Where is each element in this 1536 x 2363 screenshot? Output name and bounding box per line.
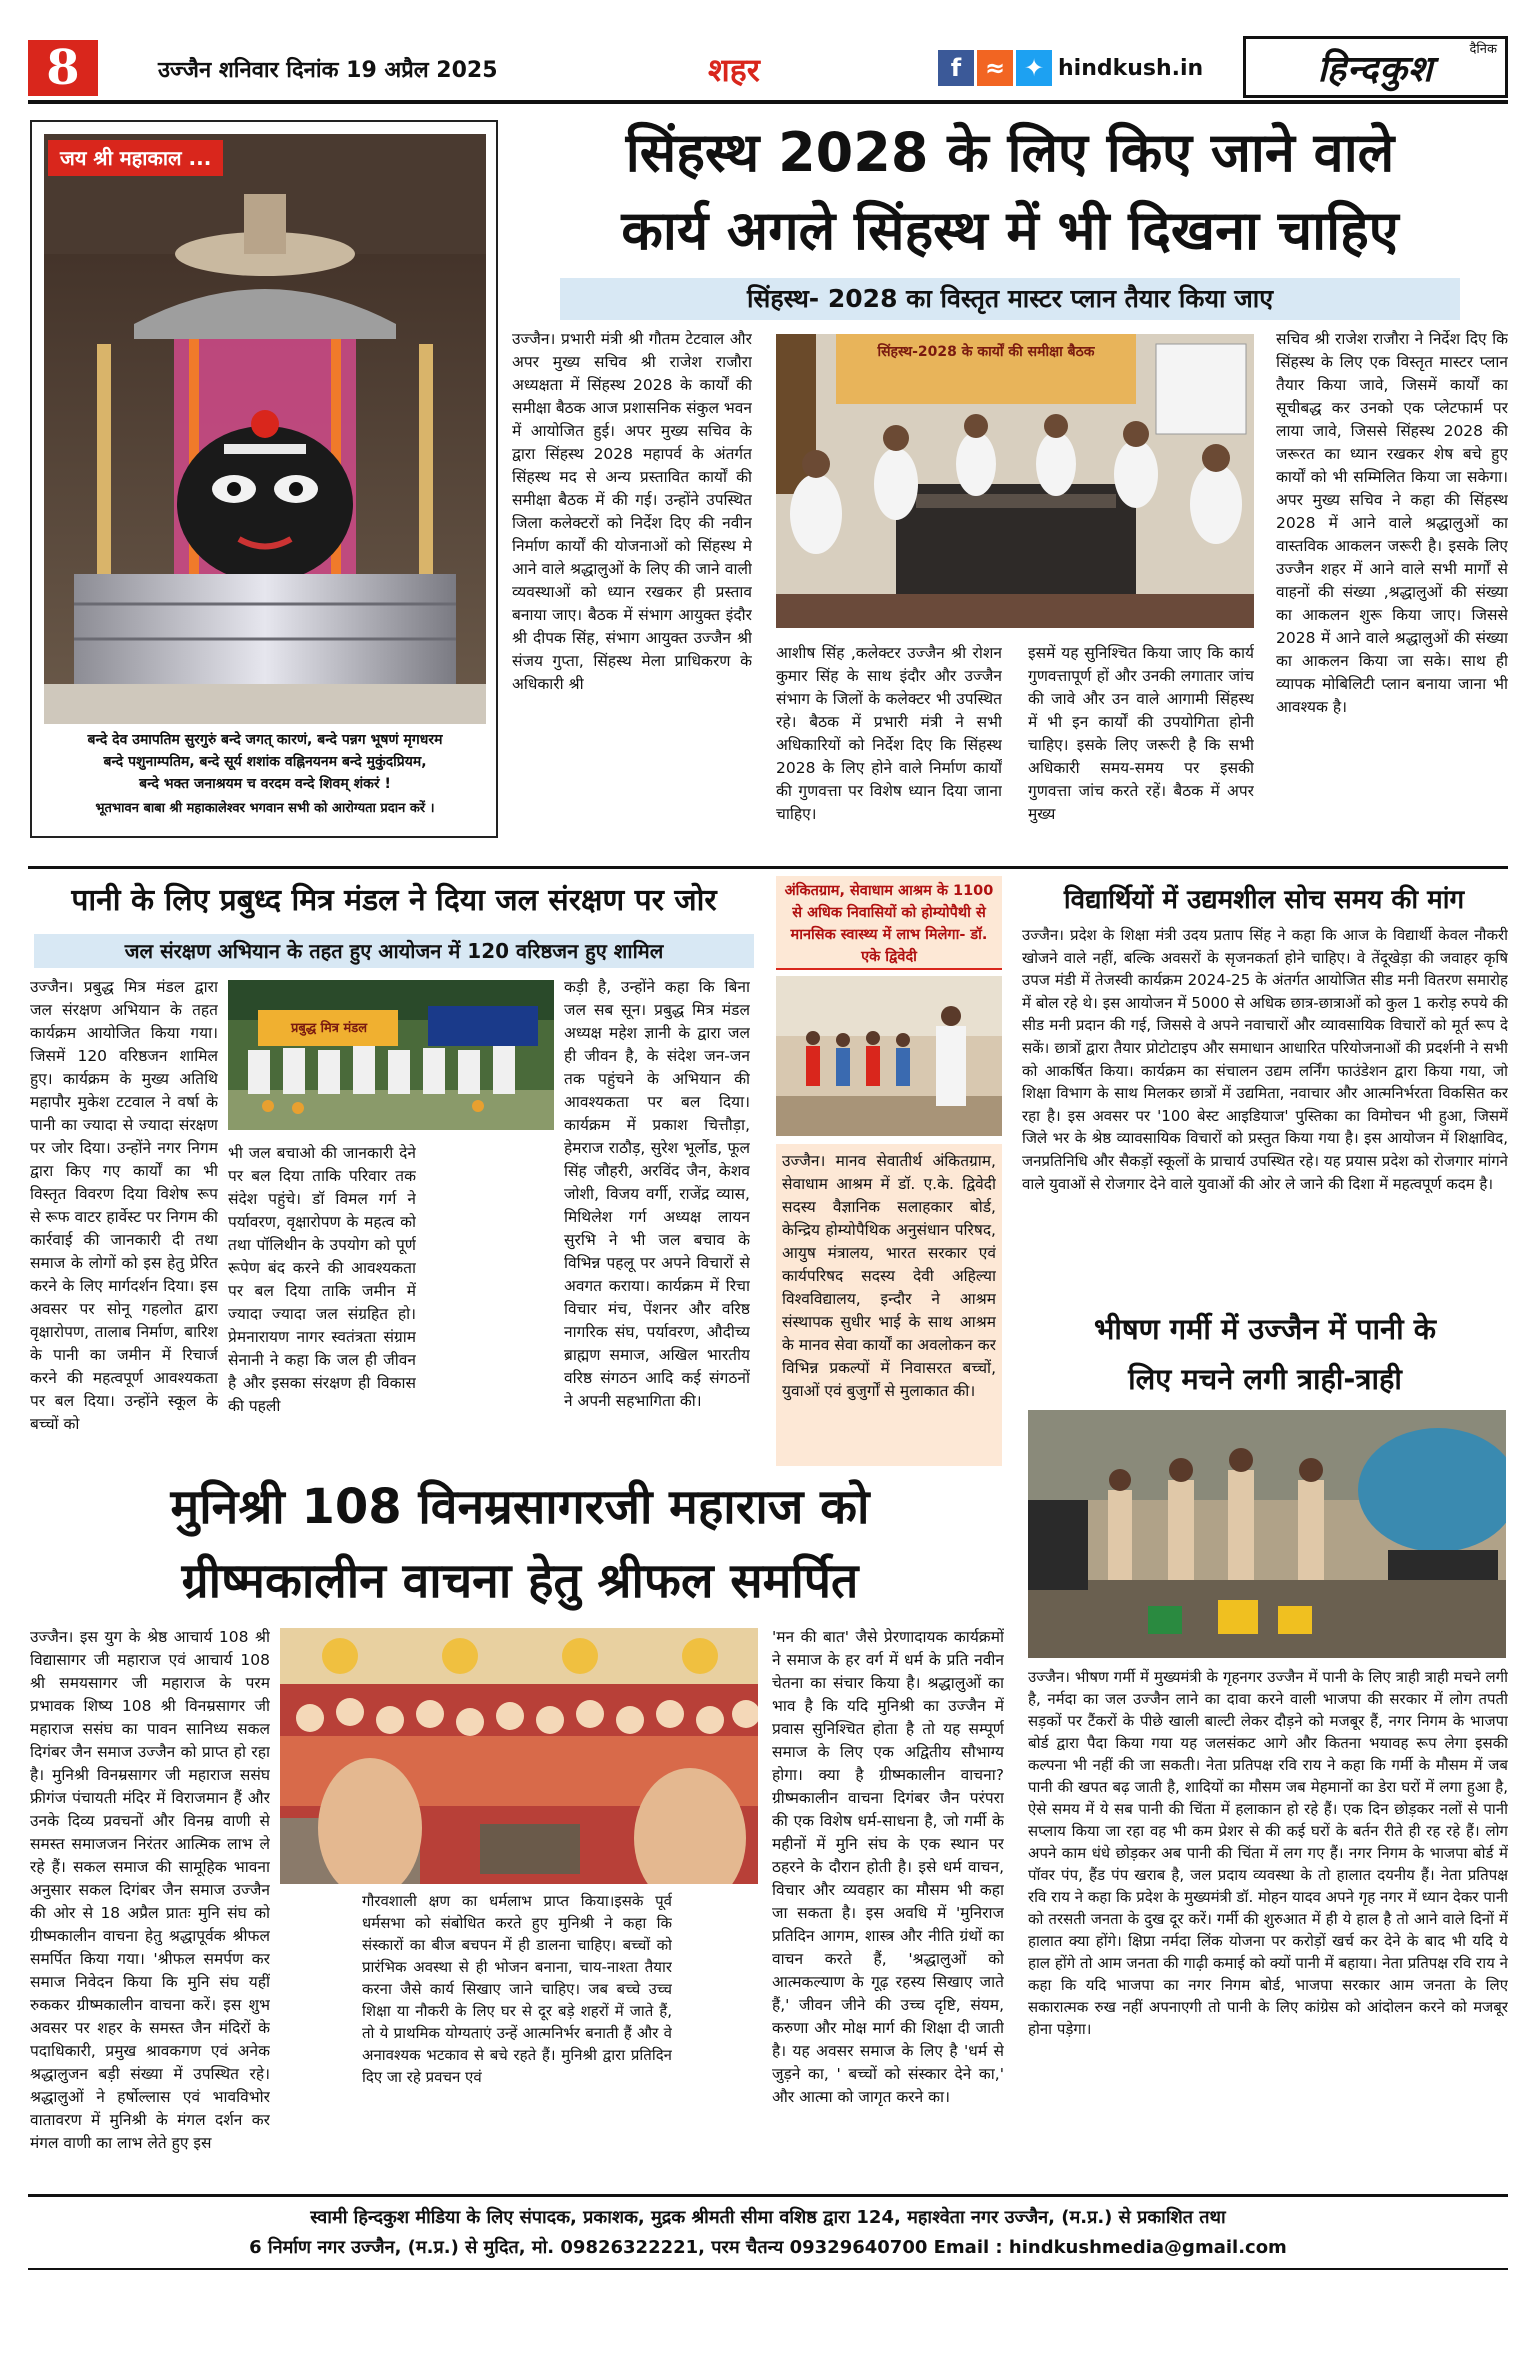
water-event-photo [228, 980, 554, 1130]
rss-icon[interactable]: ≈ [977, 50, 1013, 86]
footer-imprint-line-2: 6 निर्माण नगर उज्जैन, (म.प्र.) से मुदित, मो. 09826322221, परम चैतन्य 09329640700 Email : hindkushmedia@gmail.com [249, 2237, 1287, 2258]
muni-column-1: उज्जैन। इस युग के श्रेष्ठ आचार्य 108 श्री विद्यासागर जी महाराज एवं आचार्य 108 श्री समयसागर जी महाराज के परम प्रभावक शिष्य 108 श्री विनम्रसागर जी महाराज ससंघ का पावन सानिध्य सकल दिगंबर जैन समाज उज्जैन को प्राप्त हो रहा है। मुनिश्री विनम्रसागर जी महाराज ससंघ फ्रीगंज पंचायती मंदिर में विराजमान हैं और उनके दिव्य प्रवचनों और विनम्र वाणी से समस्त समाजजन निरंतर आत्मिक लाभ ले रहे हैं। सकल समाज की सामूहिक भावना अनुसार सकल दिगंबर जैन समाज उज्जैन की ओर से 18 अप्रैल प्रातः मुनि संघ को ग्रीष्मकालीन वाचना हेतु श्रद्धापूर्वक श्रीफल समर्पित किया गया। 'श्रीफल समर्पण कर समाज निवेदन किया कि मुनि संघ यहीं रुककर ग्रीष्मकालीन वाचना करें। इस शुभ अवसर पर शहर के समस्त जैन मंदिरों के पदाधिकारी, प्रमुख श्रावकगण एवं अनेक श्रद्धालुजन बड़ी संख्या में उपस्थित रहे। श्रद्धालुओं ने हर्षोल्लास एवं भावविभोर वातावरण में मुनिश्री के मंगल दर्शन कर मंगल वाणी का लाभ लेते हुए इस [30, 1628, 270, 2152]
newspaper-logo [1243, 36, 1508, 98]
water-tanker-photo [1028, 1410, 1506, 1658]
water-event-illustration [228, 980, 554, 1130]
page-number: 8 [28, 40, 98, 96]
water-headline: पानी के लिए प्रबुध्द मित्र मंडल ने दिया जल संरक्षण पर जोर [71, 883, 717, 918]
homeo-body: उज्जैन। मानव सेवातीर्थ अंकितग्राम, सेवाधाम आश्रम में डॉ. ए.के. द्विवेदी सदस्य वैज्ञानिक सलाहकार बोर्ड, केन्द्रिय होम्योपैथिक अनुसंधान परिषद, आयुष मंत्रालय, भारत सरकार एवं कार्यपरिषद सदस्य देवी अहिल्या विश्वविद्यालय, इन्दौर ने आश्रम संस्थापक सुधीर भाई के साथ आश्रम के मानव सेवा कार्यों का अवलोकन कर विभिन्न प्रकल्पों में निवासरत बच्चों, युवाओं एवं बुजुर्गों से मुलाकात की। [782, 1152, 996, 1400]
water-subheadline: जल संरक्षण अभियान के तहत हुए आयोजन में 120 वरिष्ठजन हुए शामिल [34, 934, 754, 968]
muni-gathering-photo [280, 1628, 758, 1884]
students-body: उज्जैन। प्रदेश के शिक्षा मंत्री उदय प्रताप सिंह ने कहा कि आज के विद्यार्थी केवल नौकरी खोजने वाले नहीं, बल्कि अवसरों के सृजनकर्ता होने चाहिए। वे तेंदूखेड़ा की जवाहर कृषि उपज मंडी में तेजस्वी कार्यक्रम 2024-25 के अंतर्गत आयोजित सीड मनी वितरण समारोह में बोल रहे थे। इस आयोजन में 5000 से अधिक छात्र-छात्राओं को कुल 1 करोड़ रुपये की सीड मनी प्रदान की गई, जिससे वे अपने नवाचारों और व्यावसायिक विचारों को मूर्त रूप दे सकें। छात्रों द्वारा तैयार प्रोटोटाइप और समाधान आधारित परियोजनाओं की प्रदर्शनी ने सभी को आकर्षित किया। कार्यक्रम का संचालन उद्यम लर्निंग फाउंडेशन द्वारा किया गया, जो शिक्षा विभाग के साथ मिलकर छात्रों में उद्यमिता, नवाचार और आत्मनिर्भरता विकसित कर रहा है। इस अवसर पर '100 बेस्ट आइडियाज' पुस्तिका का विमोचन भी हुआ, जिसमें जिले भर के श्रेष्ठ व्यावसायिक विचारों को प्रस्तुत किया गया है। इस आयोजन में शिक्षाविद, जनप्रतिनिधि और सैकड़ों स्कूलों के प्राचार्य उपस्थित रहे। यह प्रयास प्रदेश को रोजगार मांगने वाले युवाओं से रोजगार देने वाले युवाओं की ओर ले जाने की दिशा में महत्वपूर्ण कदम है। [1022, 926, 1508, 1193]
logo-tagline: दैनिक [1469, 42, 1497, 57]
lead-column-1: उज्जैन। प्रभारी मंत्री श्री गौतम टेटवाल और अपर मुख्य सचिव श्री राजेश राजौरा अध्यक्षता में सिंहस्थ 2028 के कार्यों की समीक्षा बैठक आज प्रशासनिक संकुल भवन में आयोजित हुई। अपर मुख्य सचिव के द्वारा सिंहस्थ 2028 महापर्व के अंतर्गत सिंहस्थ मद से अन्य प्रस्तावित कार्यों की समीक्षा बैठक में की गई। उन्होंने उपस्थित जिला कलेक्टरों को निर्देश दिए की नवीन निर्माण कार्यों की योजनाओं को सिंहस्थ मे आने वाले श्रद्धालुओं के लिए की जाने वाली व्यवस्थाओं को ध्यान रखकर ही प्रस्ताव बनाया जाए। बैठक में संभाग आयुक्त इंदौर श्री दीपक सिंह, संभाग आयुक्त उज्जैन श्री संजय गुप्ता, सिंहस्थ मेला प्राधिकरण के अधिकारी श्री [512, 330, 752, 693]
mahakal-caption-line-2: बन्दे पशुनाम्पतिम, बन्दे सूर्य शशांक वह्निनयनम बन्दे मुकुंदप्रियम, [103, 754, 427, 770]
mahakal-banner: जय श्री महाकाल ... [48, 140, 223, 176]
muni-gathering-illustration [280, 1628, 758, 1884]
homeo-photo [776, 976, 1002, 1136]
water-tanker-illustration [1028, 1410, 1506, 1658]
lead-headline-line-2: कार्य अगले सिंहस्थ में भी दिखना चाहिए [621, 199, 1399, 262]
heat-body: उज्जैन। भीषण गर्मी में मुख्यमंत्री के गृहनगर उज्जैन में पानी के लिए त्राही त्राही मचने लगी है, नर्मदा का जल उज्जैन लाने का दावा करने वाली भाजपा की सरकार में लोग तपती सड़कों पर टैंकरों के पीछे खाली बाल्टी लेकर दौड़ने को मजबूर हैं, नगर निगम के भाजपा बोर्ड द्वारा पैदा किया गया यह जलसंकट आगे और कितना भयावह रूप लेगा इसकी कल्पना भी नहीं की जा सकती। नेता प्रतिपक्ष रवि राय ने कहा कि गर्मी के मौसम में जब पानी की खपत बढ़ जाती है, शादियों का मौसम जब मेहमानों का डेरा घरों में लगा हुआ है, ऐसे समय में ये सब पानी की चिंता में हलाकान हो रहे हैं। एक दिन छोड़कर नलों से पानी सप्लाय किया जा रहा वह भी कम प्रेशर से की कई घरों के बर्तन रीते ही रह रहे हैं। लोग अपने काम धंधे छोड़कर अब पानी की चिंता में लग गए हैं। नगर निगम के भाजपा बोर्ड में पॉवर पंप, हैंड पंप खराब है, जल प्रदाय व्यवस्था के तो हालात दयनीय हैं। नेता प्रतिपक्ष रवि राय ने कहा कि प्रदेश के मुख्यमंत्री डॉ. मोहन यादव अपने गृह नगर में ध्यान देकर पानी को तरसती जनता के दुख दूर करें। गर्मी की शुरुआत में ही ये हाल है तो आने वाले दिनों में हालात क्या होंगे। क्षिप्रा नर्मदा लिंक योजना पर करोड़ों खर्च कर देने के बाद भी यदि ये हाल होंगे तो आम जनता की गाढ़ी कमाई को क्यों पानी में बहाया। नेता प्रतिपक्ष रवि राय ने कहा कि यदि भाजपा का नगर निगम बोर्ड, भाजपा सरकार आम जनता के लिए सकारात्मक रुख नहीं अपनाएगी तो पानी के लिए कांग्रेस को आंदोलन करने को मजबूर होना पड़ेगा। [1028, 1668, 1508, 2038]
website-link[interactable]: hindkush.in [1058, 56, 1204, 81]
footer-imprint-line-1: स्वामी हिन्दकुश मीडिया के लिए संपादक, प्रकाशक, मुद्रक श्रीमती सीमा वशिष्ठ द्वारा 124, महाश्वेता नगर उज्जैन, (म.प्र.) से प्रकाशित तथा [310, 2207, 1226, 2228]
footer-rule [28, 2194, 1508, 2197]
muni-headline-line-2: ग्रीष्मकालीन वाचना हेतु श्रीफल समर्पित [181, 1553, 859, 1609]
water-column-3: कड़ी है, उन्होंने कहा कि बिना जल सब सून। प्रबुद्ध मित्र मंडल अध्यक्ष महेश ज्ञानी के द्वारा जल ही जीवन है, के संदेश जन-जन तक पहुंचने के अभियान की आवश्यकता पर बल दिया। कार्यक्रम में प्रकाश चित्तौड़ा, हेमराज राठौड़, सुरेश भूर्लोड, फूल सिंह जौहरी, अरविंद जैन, केशव जोशी, विजय वर्गी, राजेंद्र व्यास, मिथिलेश गर्ग अध्यक्ष लायन सुरभि ने भी जल बचाव के विभिन्न पहलू पर अपने विचारों से अवगत कराया। कार्यक्रम में रिचा विचार मंच, पेंशनर और वरिष्ठ नागरिक संघ, पर्यावरण, औदीच्य ब्राह्मण समाज, अखिल भारतीय वरिष्ठ संगठन आदि कई संगठनों ने अपनी सहभागिता की। [564, 978, 750, 1410]
water-photo-banner: प्रबुद्ध मित्र मंडल [290, 1021, 368, 1036]
social-icons [938, 50, 1052, 86]
section-name: शहर [708, 51, 760, 89]
mahakal-caption-line-3: बन्दे भक्त जनाश्रयम च वरदम वन्दे शिवम् शंकरं ! [139, 776, 391, 792]
heat-headline-line-2: लिए मचने लगी त्राही-त्राही [1128, 1362, 1402, 1396]
date-line: उज्जैन शनिवार दिनांक 19 अप्रैल 2025 [158, 58, 498, 83]
masthead [28, 36, 1508, 98]
homeo-headline: अंकितग्राम, सेवाधाम आश्रम के 1100 से अधिक निवासियों को होम्योपैथी से मानसिक स्वास्थ्य में लाभ मिलेगा- डॉ. एके द्विवेदी [784, 883, 994, 965]
water-column-1: उज्जैन। प्रबुद्ध मित्र मंडल द्वारा जल संरक्षण अभियान के तहत कार्यक्रम आयोजित किया गया। जिसमें 120 वरिष्ठजन शामिल हुए। कार्यक्रम के मुख्य अतिथि महापौर मुकेश टटवाल ने वर्षा के पानी का ज्यादा से ज्यादा संरक्षण पर जोर दिया। उन्होंने नगर निगम द्वारा किए गए कार्यों का भी विस्तृत विवरण दिया विशेष रूप से रूफ वाटर हार्वेस्ट पर निगम की कार्रवाई की जानकारी दी तथा समाज के लोगों को इस हेतु प्रेरित करने के लिए मार्गदर्शन दिया। इस अवसर पर सोनू गहलोत द्वारा वृक्षारोपण, तालाब निर्माण, बारिश के पानी का जमीन में रिचार्ज करने की महत्वपूर्ण आवश्यकता पर बल दिया। उन्होंने स्कूल के बच्चों को [30, 978, 218, 1433]
water-column-2: भी जल बचाओ की जानकारी देने पर बल दिया ताकि परिवार तक संदेश पहुंचे। डॉ विमल गर्ग ने पर्यावरण, वृक्षारोपण के महत्व को तथा पॉलिथीन के उपयोग को पूर्ण रूपेण बंद करने की आवश्यकता पर बल दिया ताकि जमीन में ज्यादा ज्यादा जल संग्रहित हो। प्रेमनारायण नागर स्वतंत्रता संग्राम सेनानी ने कहा कि जल ही जीवन है और इसका संरक्षण ही विकास की पहली [228, 1144, 416, 1415]
mahakal-caption-line-4: भूतभावन बाबा श्री महाकालेश्वर भगवान सभी को आरोग्यता प्रदान करें । [95, 801, 435, 816]
lead-column-3: इसमें यह सुनिश्चित किया जाए कि कार्य गुणवत्तापूर्ण हों और उनकी लगातार जांच की जावे और उन वाले आगामी सिंहस्थ में भी इन कार्यों की उपयोगिता होनी चाहिए। इसके लिए जरूरी है कि सभी अधिकारी समय-समय पर इसकी गुणवत्ता जांच करते रहें। बैठक में अपर मुख्य [1028, 644, 1254, 823]
lead-column-2: आशीष सिंह ,कलेक्टर उज्जैन श्री रोशन कुमार सिंह के साथ इंदौर और उज्जैन संभाग के जिलों के कलेक्टर भी उपस्थित रहे। बैठक में प्रभारी मंत्री ने सभी अधिकारियों को निर्देश दिए कि सिंहस्थ 2028 के लिए होने वाले निर्माण कार्यों की गुणवत्ता पर विशेष ध्यान दिया जाना चाहिए। [776, 644, 1002, 823]
footer-bottom-rule [28, 2268, 1508, 2270]
muni-column-3: 'मन की बात' जैसे प्रेरणादायक कार्यक्रमों ने समाज के हर वर्ग में धर्म के प्रति नवीन चेतना का संचार किया है। श्रद्धालुओं का भाव है कि यदि मुनिश्री का उज्जैन में प्रवास सुनिश्चित होता है तो यह सम्पूर्ण समाज के लिए एक अद्वितीय सौभाग्य होगा। क्या है ग्रीष्मकालीन वाचना? ग्रीष्मकालीन वाचना दिगंबर जैन परंपरा की एक विशेष धर्म-साधना है, जो गर्मी के महीनों में मुनि संघ के एक स्थान पर ठहरने के दौरान होती है। इसे धर्म वाचन, विचार और व्यवहार का मौसम भी कहा जा सकता है। इस अवधि में 'मुनिराज प्रतिदिन आगम, शास्त्र और नीति ग्रंथों का वाचन करते हैं, 'श्रद्धालुओं को आत्मकल्याण के गूढ़ रहस्य सिखाए जाते हैं,' जीवन जीने की उच्च दृष्टि, संयम, करुणा और मोक्ष मार्ग की शिक्षा दी जाती है। यह अवसर समाज के लिए है 'धर्म से जुड़ने का, ' बच्चों को संस्कार देने का,' और आत्मा को जागृत करने का। [772, 1628, 1004, 2106]
meeting-illustration [776, 334, 1254, 628]
homeo-illustration [776, 976, 1002, 1136]
mahakal-photo [44, 134, 486, 724]
facebook-icon[interactable]: f [938, 50, 974, 86]
logo-name: हिन्दकुश [1317, 48, 1434, 90]
homeo-headline-box [776, 876, 1002, 970]
muni-column-2: गौरवशाली क्षण का धर्मलाभ प्राप्त किया।इसके पूर्व धर्मसभा को संबोधित करते हुए मुनिश्री ने कहा कि संस्कारों का बीज बचपन में ही डालना चाहिए। बच्चों को प्रारंभिक अवस्था से ही भोजन बनाना, चाय-नाश्ता तैयार करना जैसे कार्य सिखाए जाने चाहिए। जब बच्चे उच्च शिक्षा या नौकरी के लिए घर से दूर बड़े शहरों में जाते हैं, तो ये प्राथमिक योग्यताएं उन्हें आत्मनिर्भर बनाती हैं और वे अनावश्यक भटकाव से बचे रहते हैं। मुनिश्री द्वारा प्रतिदिन दिए जा रहे प्रवचन एवं [362, 1892, 672, 2086]
section-rule-1 [28, 866, 1508, 869]
mahakal-caption-line-1: बन्दे देव उमापतिम सुरगुरुं बन्दे जगत् कारणं, बन्दे पन्नग भूषणं मृगधरम [87, 732, 443, 748]
lead-column-4: सचिव श्री राजेश राजौरा ने निर्देश दिए कि सिंहस्थ के लिए एक विस्तृत मास्टर प्लान तैयार किया जावे, जिसमें कार्यों का सूचीबद्ध कर उनको एक प्लेटफार्म पर लाया जावे, जिससे सिंहस्थ 2028 की जरूरत का ध्यान रखकर शेष बचे हुए कार्यों को भी सम्मिलित किया जा सकेगा। अपर मुख्य सचिव ने कहा की सिंहस्थ 2028 में आने वाले श्रद्धालुओं का वास्तविक आकलन जरूरी है। इसके लिए उज्जैन शहर में आने वाले सभी मार्गों से वाहनों की संख्या ,श्रद्धालुओं की संख्या का आकलन शुरू किया जाए। जिससे 2028 में आने वाले श्रद्धालुओं की संख्या का आकलन किया जा सके। साथ ही व्यापक मोबिलिटी प्लान बनाया जाना भी आवश्यक है। [1276, 330, 1508, 716]
masthead-rule [28, 100, 1508, 104]
homeo-body-box [776, 1144, 1002, 1466]
lead-headline-line-1: सिंहस्थ 2028 के लिए किए जाने वाले [625, 121, 1395, 184]
students-headline: विद्यार्थियों में उद्यमशील सोच समय की मांग [1063, 885, 1465, 915]
muni-headline-line-1: मुनिश्री 108 विनम्रसागरजी महाराज को [170, 1479, 870, 1535]
mahakal-illustration [44, 134, 486, 724]
photo-banner-text: सिंहस्थ-2028 के कार्यों की समीक्षा बैठक [877, 344, 1095, 360]
lead-subheadline: सिंहस्थ- 2028 का विस्तृत मास्टर प्लान तैयार किया जाए [560, 278, 1460, 320]
review-meeting-photo [776, 334, 1254, 628]
heat-headline-line-1: भीषण गर्मी में उज्जैन में पानी के [1093, 1312, 1437, 1346]
twitter-icon[interactable]: ✦ [1016, 50, 1052, 86]
mahakal-box [30, 120, 498, 838]
